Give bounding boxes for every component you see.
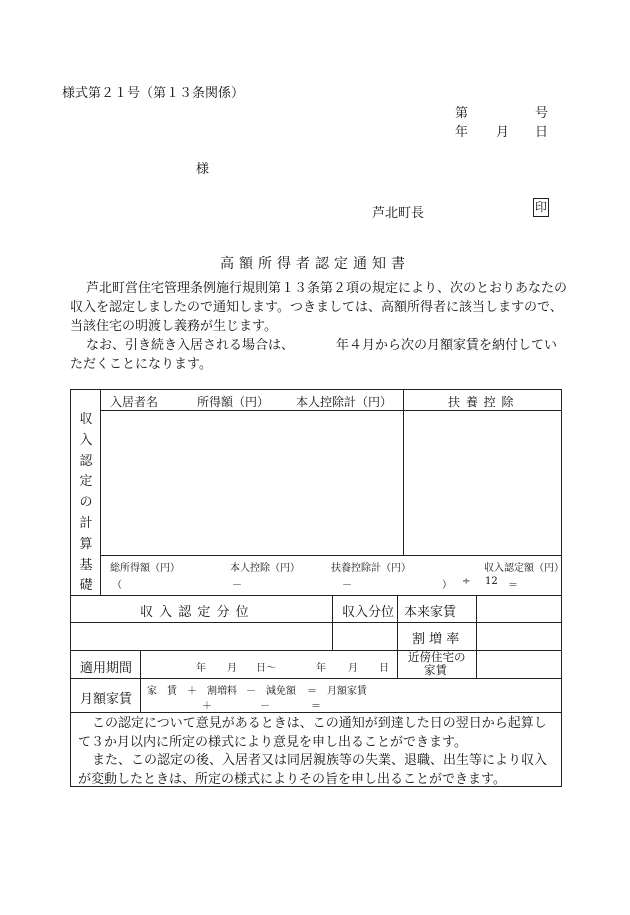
income-classification-label: 収 入 認 定 分 位 (140, 605, 250, 620)
formula-divide: ÷ (462, 576, 471, 587)
col-self-deduction-total: 本人控除計（円） (296, 395, 393, 409)
col-income: 所得額（円） (197, 395, 270, 409)
sub-total-income: 総所得額（円） (110, 563, 180, 574)
formula-minus: － (232, 580, 242, 591)
sub-recognized-income: 収入認定額（円） (484, 563, 564, 574)
table-line (70, 595, 562, 596)
formula-twelve: 12 (485, 576, 498, 587)
table-line (100, 410, 562, 411)
period-month: 月 (348, 663, 358, 674)
table-line (397, 595, 398, 678)
neighbor-rent-label-1: 近傍住宅の (408, 650, 466, 664)
date-day-label: 日 (535, 125, 549, 140)
m-rent: 家 賃 (147, 686, 177, 697)
addressee-honorific: 様 (196, 162, 210, 177)
table-line (70, 678, 562, 679)
table-line (70, 622, 562, 623)
period-year: 年 (316, 663, 326, 674)
issuer-name: 芦北町長 (372, 206, 425, 221)
neighbor-rent-label-2: 家賃 (424, 663, 447, 677)
col-resident-name: 入居者名 (110, 395, 159, 409)
table-line (70, 650, 562, 651)
table-line (100, 555, 562, 556)
m-plus: ＋ (187, 686, 197, 697)
document-number-go: 号 (535, 106, 549, 121)
form-number: 様式第２１号（第１３条関係） (62, 86, 245, 101)
table-line (403, 389, 404, 555)
table-line (140, 650, 141, 712)
period-day-from: 日～ (256, 663, 276, 674)
m-minus: － (260, 701, 270, 712)
period-month: 月 (227, 663, 237, 674)
note-2-text: また、この認定の後、入居者又は同居親族等の失業、退職、出生等により収入が変動したときは、所定の様式によりその旨を申し出ることができます。 (78, 753, 548, 787)
calculation-basis-label: 収入認定の計算基礎 (79, 412, 93, 594)
m-reduction: 減免額 (266, 686, 296, 697)
paragraph-2-before: なお、引き続き入居される場合は、 (86, 338, 295, 353)
m-equals: ＝ (311, 701, 321, 712)
note-1-text: この認定について意見があるときは、この通知が到達した日の翌日から起算して３か月以内に所定の様式により意見を申し出ることができます。 (78, 716, 547, 750)
document-number-dai: 第 (455, 106, 469, 121)
formula-equals: ＝ (508, 580, 518, 591)
table-line (100, 389, 101, 595)
m-minus: － (246, 686, 256, 697)
period-year: 年 (196, 663, 206, 674)
table-line (70, 712, 562, 713)
m-equals: ＝ (307, 686, 317, 697)
sub-self-deduction: 本人控除（円） (230, 563, 300, 574)
period-day: 日 (379, 663, 389, 674)
application-period-label: 適用期間 (80, 661, 133, 676)
sub-dependent-total: 扶養控除計（円） (331, 563, 411, 574)
paragraph-2-after: 年４月から次の月額家賃を納付していただくことになります。 (70, 338, 558, 372)
body-paragraph-1 (70, 279, 570, 336)
monthly-rent-label: 月額家賃 (80, 692, 133, 707)
body-paragraph-2 (70, 336, 570, 374)
m-monthly-rent: 月額家賃 (327, 686, 367, 697)
note-income-change (78, 752, 558, 789)
table-line (332, 595, 333, 650)
date-year-label: 年 (455, 125, 469, 140)
m-plus: ＋ (202, 701, 212, 712)
formula-close-paren: ） (442, 580, 452, 591)
col-dependent-deduction: 扶 養 控 除 (448, 395, 515, 409)
paragraph-1-text: 芦北町営住宅管理条例施行規則第１３条第２項の規定により、次のとおりあなたの収入を認定しましたので通知します。つきましては、高額所得者に該当しますので、当該住宅の明渡し義務が生じます。 (70, 281, 568, 334)
income-bracket-label: 収入分位 (342, 605, 395, 620)
seal-stamp: 印 (533, 198, 549, 217)
note-objection (78, 715, 558, 752)
date-month-label: 月 (496, 125, 510, 140)
surcharge-rate-label: 割 増 率 (412, 632, 460, 647)
formula-minus: － (342, 580, 352, 591)
base-rent-label: 本来家賃 (404, 605, 457, 620)
document-title: 高額所得者認定通知書 (220, 256, 410, 272)
formula-open-paren: （ (112, 580, 122, 591)
m-surcharge: 割増料 (207, 686, 237, 697)
table-line (476, 595, 477, 678)
